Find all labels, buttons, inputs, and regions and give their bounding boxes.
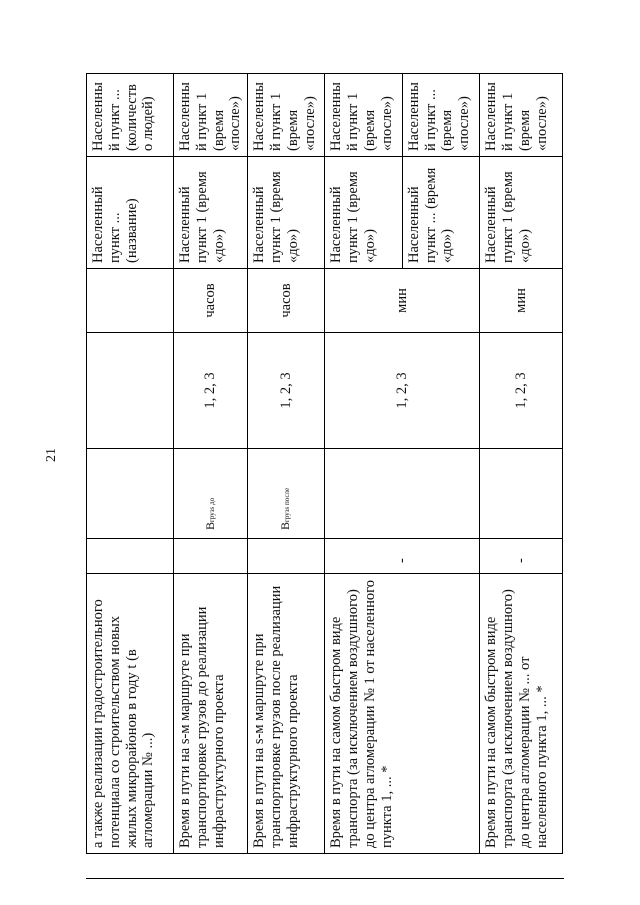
point-cell-first: Населенный пункт 1 (время «до»): [328, 171, 378, 263]
table-row: [248, 74, 325, 854]
description-cell: Время в пути на самом быстром виде транспорта (за исключением воздушного) до центра агломерации № ... от населенного пункта 1, ... *: [480, 574, 563, 854]
sources-cell: 1, 2, 3: [325, 333, 480, 449]
value-cell: Населенный пункт 1 (время «после»): [248, 74, 325, 157]
point-cell: Населенный пункт 1 (время «до»): [174, 157, 248, 269]
symbol-cell: [325, 449, 480, 539]
symbol-cell: Вгрузs до: [174, 449, 248, 539]
unit-cell: часов: [174, 269, 248, 333]
description-cell: Время в пути на s-м маршруте при транспортировке грузов до реализации инфраструктурного проекта: [174, 574, 248, 854]
description-cell: Время в пути на s-м маршруте при транспортировке грузов после реализации инфраструктурного проекта: [248, 574, 325, 854]
value-cell: Населенный пункт ... (количество людей): [87, 74, 174, 157]
point-cell-second: Населенный пункт ... (время «до»): [402, 157, 480, 268]
description-cell: Время в пути на самом быстром виде транспорта (за исключением воздушного) до центра агломерации № 1 от населенного пункта 1, ... *: [325, 574, 480, 854]
value-cell-first: Населенный пункт 1 (время «после»): [328, 82, 395, 151]
table-row: [174, 74, 248, 854]
designation-cell: -: [325, 539, 480, 574]
page-bottom-rule: [86, 878, 564, 879]
page-number: 21: [44, 448, 59, 462]
table-row: [480, 74, 563, 854]
indicator-table: [86, 73, 563, 854]
description-cell: а также реализации градостроительного потенциала со строительством новых жилых микрорайонов в году t (в агломерации № ...): [87, 574, 174, 854]
value-cell: Населенный пункт 1 (время «после»): [480, 74, 563, 157]
point-cell: Населенный пункт ... (название): [87, 157, 174, 269]
unit-cell: часов: [248, 269, 325, 333]
table-row: [87, 74, 174, 854]
value-cell: Населенный пункт 1 (время «после»): [174, 74, 248, 157]
designation-cell: [248, 539, 325, 574]
symbol-cell: [480, 449, 563, 539]
point-cell: [325, 157, 480, 269]
unit-cell: мин: [325, 269, 480, 333]
point-cell: Населенный пункт 1 (время «до»): [248, 157, 325, 269]
designation-cell: -: [480, 539, 563, 574]
symbol-cell: [87, 449, 174, 539]
rotated-table-container: [86, 74, 561, 854]
sources-cell: [87, 333, 174, 449]
value-cell: [325, 74, 480, 157]
point-cell: Населенный пункт 1 (время «до»): [480, 157, 563, 269]
sources-cell: 1, 2, 3: [480, 333, 563, 449]
designation-cell: [174, 539, 248, 574]
sources-cell: 1, 2, 3: [248, 333, 325, 449]
designation-cell: [87, 539, 174, 574]
symbol-cell: Вгрузs после: [248, 449, 325, 539]
table-row: [325, 74, 480, 854]
unit-cell: мин: [480, 269, 563, 333]
value-cell-second: Населенный пункт ... (время «после»): [402, 74, 480, 156]
sources-cell: 1, 2, 3: [174, 333, 248, 449]
unit-cell: [87, 269, 174, 333]
